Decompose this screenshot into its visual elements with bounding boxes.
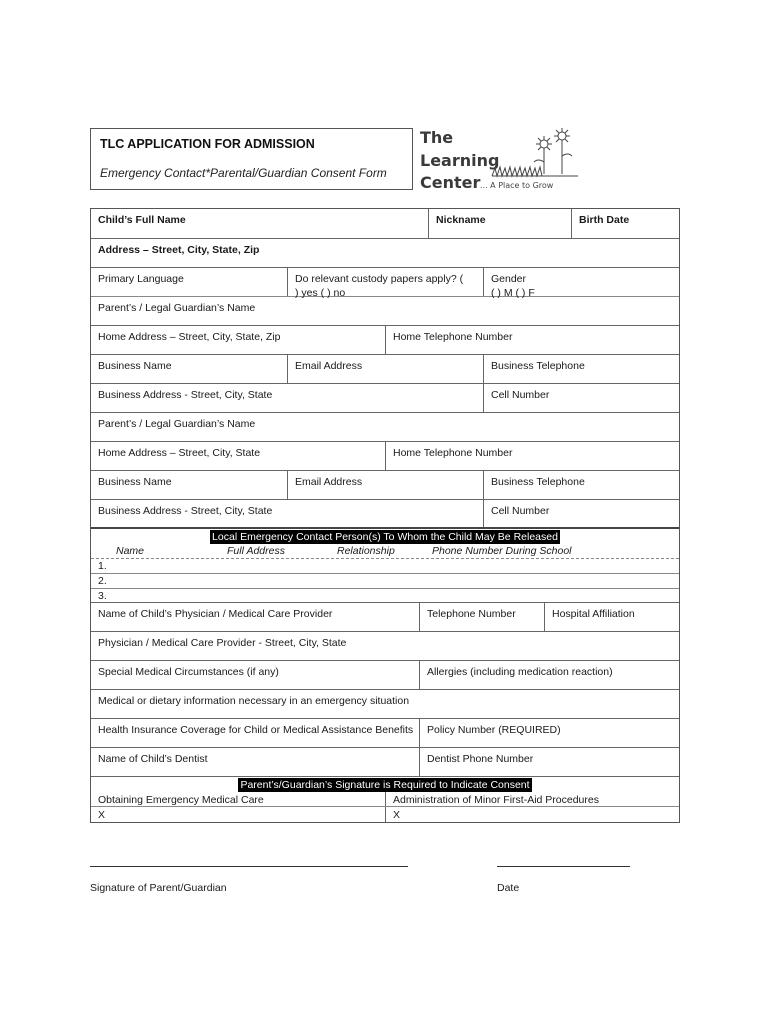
- dentist-row: [91, 748, 679, 777]
- date-label: Date: [497, 882, 520, 894]
- col-name-heading: Name: [116, 545, 145, 557]
- guardian1-home-phone-field[interactable]: Home Telephone Number: [385, 326, 679, 354]
- consent-banner: Parent’s/Guardian’s Signature is Required to Indicate Consent: [240, 779, 530, 791]
- learning-center-logo: [418, 126, 583, 196]
- date-signature-line[interactable]: [497, 866, 630, 867]
- hospital-affiliation-field[interactable]: Hospital Affiliation: [544, 603, 679, 631]
- nickname-field[interactable]: Nickname: [428, 209, 571, 238]
- special-medical-row: [91, 661, 679, 690]
- guardian1-business-phone-field[interactable]: Business Telephone: [483, 355, 679, 383]
- dietary-info-field[interactable]: Medical or dietary information necessary in an emergency situation: [98, 695, 410, 707]
- dentist-phone-field[interactable]: Dentist Phone Number: [419, 748, 679, 776]
- form-title: TLC APPLICATION FOR ADMISSION: [100, 137, 315, 151]
- col-address-heading: Full Address: [227, 545, 285, 557]
- guardian2-name-row: [91, 413, 679, 442]
- general-info-row: [91, 268, 679, 297]
- birth-date-field[interactable]: Birth Date: [571, 209, 679, 238]
- insurance-row: [91, 719, 679, 748]
- logo-line-2: Learning: [420, 151, 500, 170]
- form-subtitle: Emergency Contact*Parental/Guardian Consent Form: [100, 166, 387, 180]
- policy-number-field[interactable]: Policy Number (REQUIRED): [419, 719, 679, 747]
- guardian1-home-address-field[interactable]: Home Address – Street, City, State, Zip: [98, 331, 281, 343]
- physician-address-field[interactable]: Physician / Medical Care Provider - Street, City, State: [98, 637, 347, 649]
- logo-line-3: Center: [420, 173, 481, 192]
- emergency-care-signature[interactable]: X: [98, 809, 106, 821]
- emergency-banner: Local Emergency Contact Person(s) To Whom the Child May Be Released: [212, 531, 558, 543]
- logo-tagline: ... A Place to Grow: [480, 181, 554, 190]
- child-name-field[interactable]: Child’s Full Name: [98, 214, 186, 226]
- parent-signature-label: Signature of Parent/Guardian: [90, 882, 227, 894]
- col-relationship-heading: Relationship: [337, 545, 395, 557]
- guardian1-home-row: [91, 326, 679, 355]
- admission-form: [90, 208, 680, 823]
- primary-language-field[interactable]: Primary Language: [98, 273, 184, 285]
- parent-signature-line[interactable]: [90, 866, 408, 867]
- emergency-banner-row: [91, 529, 679, 544]
- physician-phone-field[interactable]: Telephone Number: [419, 603, 544, 631]
- emergency-care-label-cell: Obtaining Emergency Medical Care: [98, 794, 264, 806]
- guardian1-business-name-field[interactable]: Business Name: [98, 360, 172, 372]
- guardian1-name-row: [91, 297, 679, 326]
- consent-labels-row: [91, 792, 679, 807]
- gender-field[interactable]: Gender ( ) M ( ) F: [483, 268, 679, 296]
- guardian1-cell-field[interactable]: Cell Number: [483, 384, 679, 412]
- guardian1-business-row: [91, 355, 679, 384]
- child-address-field[interactable]: Address – Street, City, State, Zip: [98, 244, 260, 256]
- physician-address-row: [91, 632, 679, 661]
- guardian2-email-field[interactable]: Email Address: [287, 471, 483, 499]
- emergency-contact-1[interactable]: 1.: [91, 559, 679, 574]
- child-name-row: [91, 209, 679, 239]
- guardian2-home-row: [91, 442, 679, 471]
- grass-icon: [492, 167, 578, 176]
- guardian2-business-address-row: [91, 500, 679, 529]
- guardian2-home-address-field[interactable]: Home Address – Street, City, State: [98, 447, 261, 459]
- allergies-field[interactable]: Allergies (including medication reaction): [419, 661, 679, 689]
- guardian2-business-name-field[interactable]: Business Name: [98, 476, 172, 488]
- consent-sign-row: [91, 807, 679, 822]
- first-aid-label-cell: Administration of Minor First-Aid Procedures: [385, 792, 679, 806]
- guardian1-name-field[interactable]: Parent’s / Legal Guardian’s Name: [98, 302, 256, 314]
- emergency-contact-3[interactable]: 3.: [91, 589, 679, 603]
- first-aid-signature[interactable]: X: [385, 807, 679, 822]
- guardian2-home-phone-field[interactable]: Home Telephone Number: [385, 442, 679, 470]
- insurance-field[interactable]: Health Insurance Coverage for Child or Medical Assistance Benefits: [98, 724, 414, 736]
- emergency-contact-2[interactable]: 2.: [91, 574, 679, 589]
- physician-name-field[interactable]: Name of Child’s Physician / Medical Care Provider: [98, 608, 333, 620]
- form-header: [90, 128, 413, 190]
- custody-papers-field[interactable]: Do relevant custody papers apply? ( ) yes ( ) no: [287, 268, 483, 296]
- guardian1-business-address-row: [91, 384, 679, 413]
- guardian1-business-address-field[interactable]: Business Address - Street, City, State: [98, 389, 273, 401]
- col-phone-heading: Phone Number During School: [432, 545, 572, 557]
- dietary-row: [91, 690, 679, 719]
- guardian2-business-phone-field[interactable]: Business Telephone: [483, 471, 679, 499]
- guardian2-name-field[interactable]: Parent’s / Legal Guardian’s Name: [98, 418, 256, 430]
- guardian2-cell-field[interactable]: Cell Number: [483, 500, 679, 527]
- child-address-row: [91, 239, 679, 268]
- guardian2-business-row: [91, 471, 679, 500]
- guardian2-business-address-field[interactable]: Business Address - Street, City, State: [98, 505, 273, 517]
- guardian1-email-field[interactable]: Email Address: [287, 355, 483, 383]
- physician-row: [91, 603, 679, 632]
- emergency-headings-row: [91, 544, 679, 559]
- dentist-name-field[interactable]: Name of Child’s Dentist: [98, 753, 208, 765]
- special-medical-field[interactable]: Special Medical Circumstances (if any): [98, 666, 279, 678]
- logo-line-1: The: [420, 128, 454, 147]
- consent-banner-row: [91, 777, 679, 792]
